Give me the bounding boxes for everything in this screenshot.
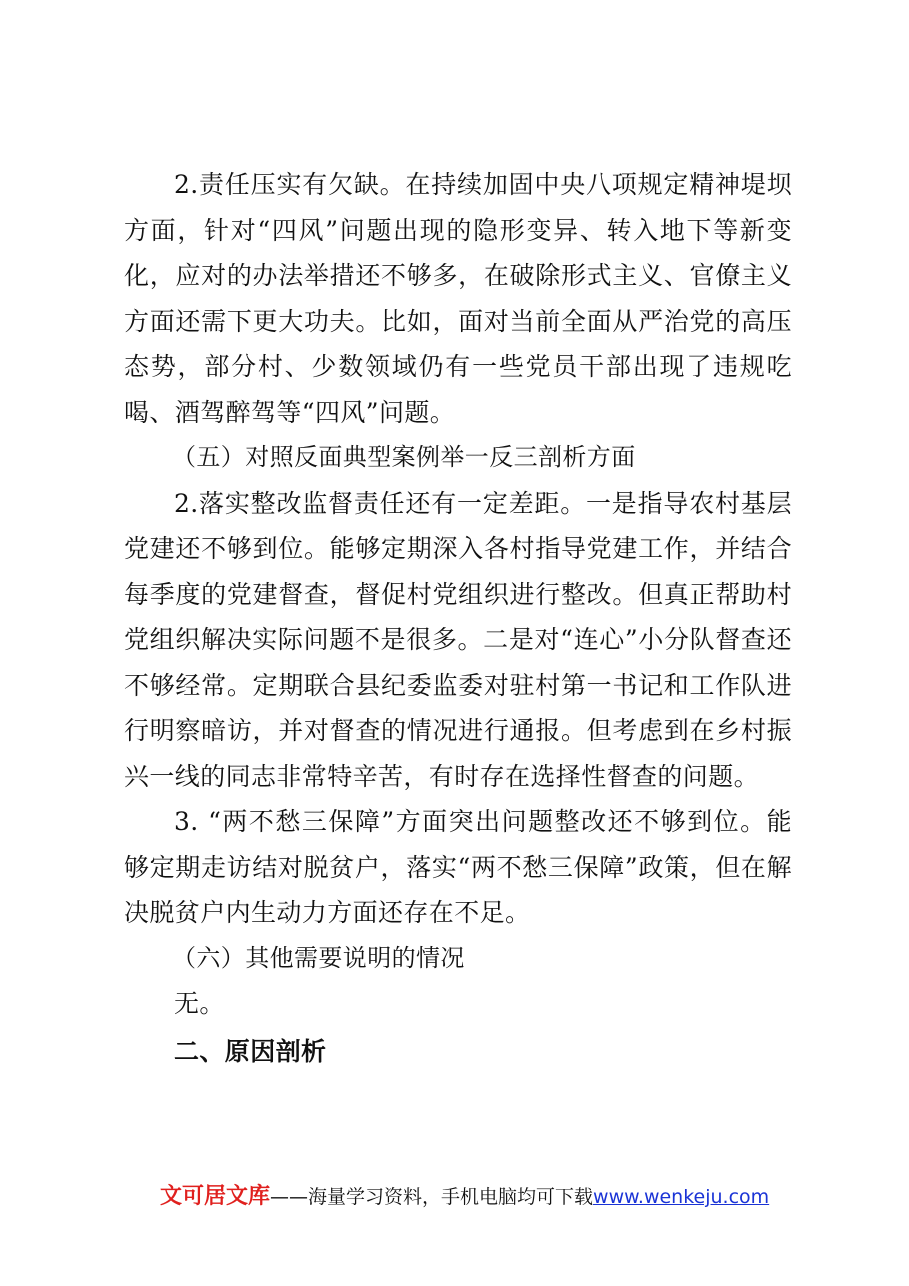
section-heading-five: （五）对照反面典型案例举一反三剖析方面 bbox=[172, 443, 636, 471]
paragraph-none: 无。 bbox=[174, 989, 225, 1018]
footer-slogan: ——海量学习资料，手机电脑均可下载 bbox=[270, 1186, 594, 1208]
paragraph-supervision: 2.落实整改监督责任还有一定差距。一是指导农村基层党建还不够到位。能够定期深入各村指导党建工作，并结合每季度的党建督查，督促村党组织进行整改。但真正帮助村党组织解决实际问题不是很多。二是对“连心”小分队督查还不够经常。定期联合县纪委监委对驻村第一书记和工作队进行明察暗访，并对督查的情况进行通报。但考虑到在乡村振兴一线的同志非常特辛苦，有时存在选择性督查的问题。 bbox=[124, 488, 792, 791]
paragraph-responsibility: 2.责任压实有欠缺。在持续加固中央八项规定精神堤坝方面，针对“四风”问题出现的隐形变异、转入地下等新变化，应对的办法举措还不够多，在破除形式主义、官僚主义方面还需下更大功夫。比如，面对当前全面从严治党的高压态势，部分村、少数领域仍有一些党员干部出现了违规吃喝、酒驾醉驾等“四风”问题。 bbox=[124, 170, 792, 427]
section-heading-six: （六）其他需要说明的情况 bbox=[172, 943, 465, 972]
footer-brand: 文可居文库 bbox=[160, 1184, 271, 1209]
document-body bbox=[124, 162, 792, 1074]
paragraph-two-no-worries: 3. “两不愁三保障”方面突出问题整改还不够到位。能够定期走访结对脱贫户，落实“两不愁三保障”政策，但在解决脱贫户内生动力方面还存在不足。 bbox=[124, 807, 792, 927]
footer-url-link[interactable]: www.wenkeju.com bbox=[593, 1186, 770, 1208]
section-heading-cause-analysis: 二、原因剖析 bbox=[174, 1036, 327, 1066]
footer-banner bbox=[160, 1181, 800, 1213]
